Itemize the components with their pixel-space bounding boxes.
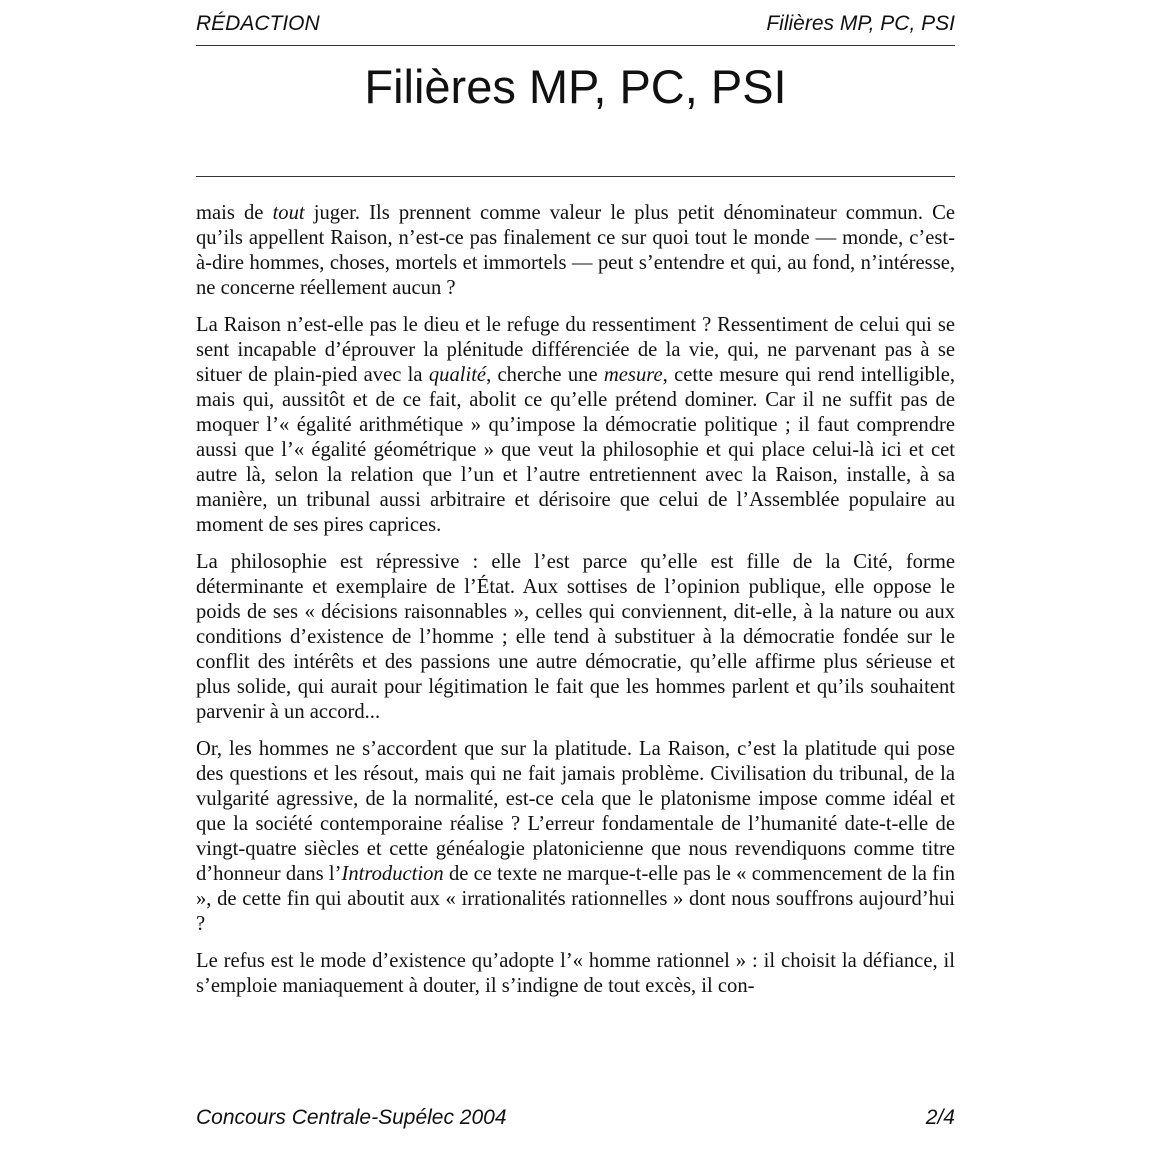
text-segment: juger. Ils prennent comme valeur le plus petit dénominateur commun. Ce qu’ils appellent Raison, n’est-ce pas finalement ce sur quoi tout le monde — monde, c’est-à-dire hommes, choses, mortels et immortels — peut s’entendre et qui, au fond, n’intéresse, ne concerne réellement aucun ? bbox=[196, 202, 955, 299]
body-text bbox=[196, 201, 955, 1011]
emphasis-text: Introduction bbox=[341, 863, 444, 885]
document-page bbox=[196, 0, 955, 1152]
paragraph bbox=[196, 949, 955, 999]
text-segment: , cherche une bbox=[486, 364, 604, 386]
emphasis-text: tout bbox=[272, 202, 305, 224]
header-section-label: RÉDACTION bbox=[196, 12, 320, 35]
text-segment: de ce texte ne marque-t-elle pas le « commencement de la fin », de cette fin qui aboutit aux « irrationalités rationnelles » dont nous souffrons aujourd’hui ? bbox=[196, 863, 956, 935]
emphasis-text: mesure bbox=[603, 364, 663, 386]
text-segment: La Raison n’est-elle pas le dieu et le refuge du ressentiment ? Ressentiment de celui qui se sent incapable d’éprouver la plénitude différenciée de la vie, qui, ne parvenant pas à se situer de plain-pied avec la bbox=[196, 314, 955, 386]
running-footer bbox=[196, 1104, 955, 1132]
page-number: 2/4 bbox=[925, 1106, 955, 1129]
text-segment: , cette mesure qui rend intelligible, mais qui, aussitôt et de ce fait, abolit ce qu’elle prétend dominer. Car il ne suffit pas de moquer l’« égalité arithmétique » qu’impose la démocratie politique ; il faut comprendre aussi que l’« égalité géométrique » que veut la philosophie et qui place celui-là ici et cet autre là, selon la relation que l’un et l’autre entretiennent avec la Raison, installe, à sa manière, un tribunal aussi arbitraire et dérisoire que celui de l’Assemblée populaire au moment de ses pires caprices. bbox=[196, 364, 955, 536]
paragraph bbox=[196, 737, 955, 937]
page-title: Filières MP, PC, PSI bbox=[364, 60, 787, 113]
footer-exam-label: Concours Centrale-Supélec 2004 bbox=[196, 1106, 507, 1129]
text-segment: mais de bbox=[196, 202, 273, 224]
text-segment: La philosophie est répressive : elle l’est parce qu’elle est fille de la Cité, forme déterminante et exemplaire de l’État. Aux sottises de l’opinion publique, elle oppose le poids de ses « décisions raisonnables », celles qui conviennent, dit-elle, à la nature ou aux conditions d’existence de l’homme ; elle tend à substituer à la démocratie fondée sur le conflit des intérêts et des passions une autre démocratie, qu’elle affirme plus sérieuse et plus solide, qui aurait pour légitimation le fait que les hommes parlent et qu’ils souhaitent parvenir à un accord... bbox=[196, 551, 955, 723]
header-divider bbox=[196, 45, 955, 46]
text-segment: Le refus est le mode d’existence qu’adopte l’« homme rationnel » : il choisit la défiance, il s’emploie maniaquement à douter, il s’indigne de tout excès, il con- bbox=[196, 950, 955, 997]
running-header bbox=[196, 10, 955, 38]
paragraph bbox=[196, 550, 955, 725]
emphasis-text: qualité bbox=[428, 364, 487, 386]
text-segment: Or, les hommes ne s’accordent que sur la platitude. La Raison, c’est la platitude qui pose des questions et les résout, mais qui ne fait jamais problème. Civilisation du tribunal, de la vulgarité agressive, de la normalité, est-ce cela que le platonisme impose comme idéal et que la société contemporaine réalise ? L’erreur fondamentale de l’humanité date-t-elle de vingt-quatre siècles et cette généalogie platonicienne que nous revendiquons comme titre d’honneur dans l’ bbox=[196, 738, 955, 885]
paragraph bbox=[196, 313, 955, 538]
header-track-label: Filières MP, PC, PSI bbox=[766, 12, 955, 35]
paragraph bbox=[196, 201, 955, 301]
title-divider bbox=[196, 176, 955, 177]
